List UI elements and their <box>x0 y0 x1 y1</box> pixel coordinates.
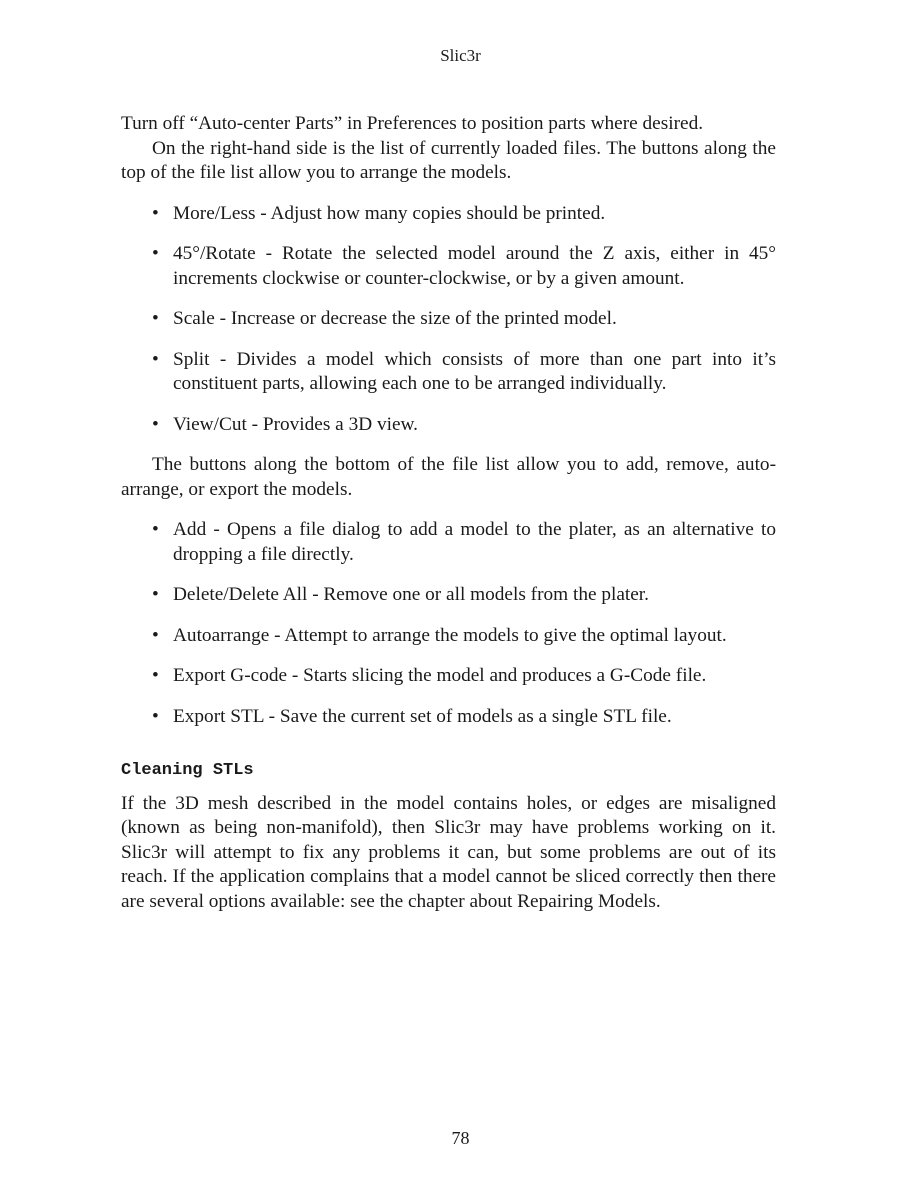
list-item <box>121 242 776 291</box>
page-number: 78 <box>451 1128 470 1148</box>
list-item <box>121 664 776 689</box>
bullet-icon: • <box>152 624 159 646</box>
bottom-buttons-list <box>121 518 776 729</box>
bullet-icon: • <box>152 243 159 264</box>
list-item <box>121 413 776 438</box>
list-item-text: Delete/Delete All - Remove one or all models from the plater. <box>173 584 649 605</box>
bullet-icon: • <box>152 584 159 605</box>
paragraph-file-list: On the right-hand side is the list of currently loaded files. The buttons along the top of the file list allow you to arrange the models. <box>121 137 776 183</box>
list-item <box>121 348 776 397</box>
list-item-text: Scale - Increase or decrease the size of the printed model. <box>173 308 617 329</box>
bullet-icon: • <box>152 705 159 727</box>
list-item <box>121 307 776 332</box>
bullet-icon: • <box>152 413 159 435</box>
list-item-text: 45°/Rotate - Rotate the selected model around the Z axis, either in 45° increments clockwise or counter-clockwise, or by a given amount. <box>173 243 776 289</box>
list-item-text: More/Less - Adjust how many copies should be printed. <box>173 202 606 224</box>
body-text <box>121 112 776 914</box>
list-item <box>121 518 776 567</box>
paragraph-bottom-buttons: The buttons along the bottom of the file list allow you to add, remove, auto-arrange, or export the models. <box>121 454 776 500</box>
list-item-text: Add - Opens a file dialog to add a model to the plater, as an alternative to dropping a file directly. <box>173 519 776 565</box>
list-item-text: Export G-code - Starts slicing the model and produces a G-Code file. <box>173 665 707 686</box>
paragraph-cleaning-stls: If the 3D mesh described in the model contains holes, or edges are misaligned (known as being non-manifold), then Slic3r may have problems working on it. Slic3r will attempt to fix any problems it can, but some problems are out of its reach. If the application complains that a model cannot be sliced correctly then there are several options available: see the chapter about Repairing Models. <box>121 792 776 912</box>
section-heading-cleaning-stls: Cleaning STLs <box>121 761 254 780</box>
running-header: Slic3r <box>440 46 481 65</box>
list-item-text: Autoarrange - Attempt to arrange the models to give the optimal layout. <box>173 624 727 646</box>
bullet-icon: • <box>152 308 159 329</box>
paragraph-auto-center: Turn off “Auto-center Parts” in Preferences to position parts where desired. <box>121 113 704 134</box>
bullet-icon: • <box>152 202 159 224</box>
bullet-icon: • <box>152 665 159 686</box>
list-item-text: Export STL - Save the current set of models as a single STL file. <box>173 705 672 727</box>
bullet-icon: • <box>152 519 159 540</box>
list-item <box>121 202 776 227</box>
list-item-text: Split - Divides a model which consists of more than one part into it’s constituent parts, allowing each one to be arranged individually. <box>173 348 776 394</box>
list-item <box>121 583 776 608</box>
bullet-icon: • <box>152 348 159 370</box>
top-buttons-list <box>121 202 776 438</box>
list-item <box>121 705 776 730</box>
list-item <box>121 624 776 649</box>
list-item-text: View/Cut - Provides a 3D view. <box>173 413 418 435</box>
